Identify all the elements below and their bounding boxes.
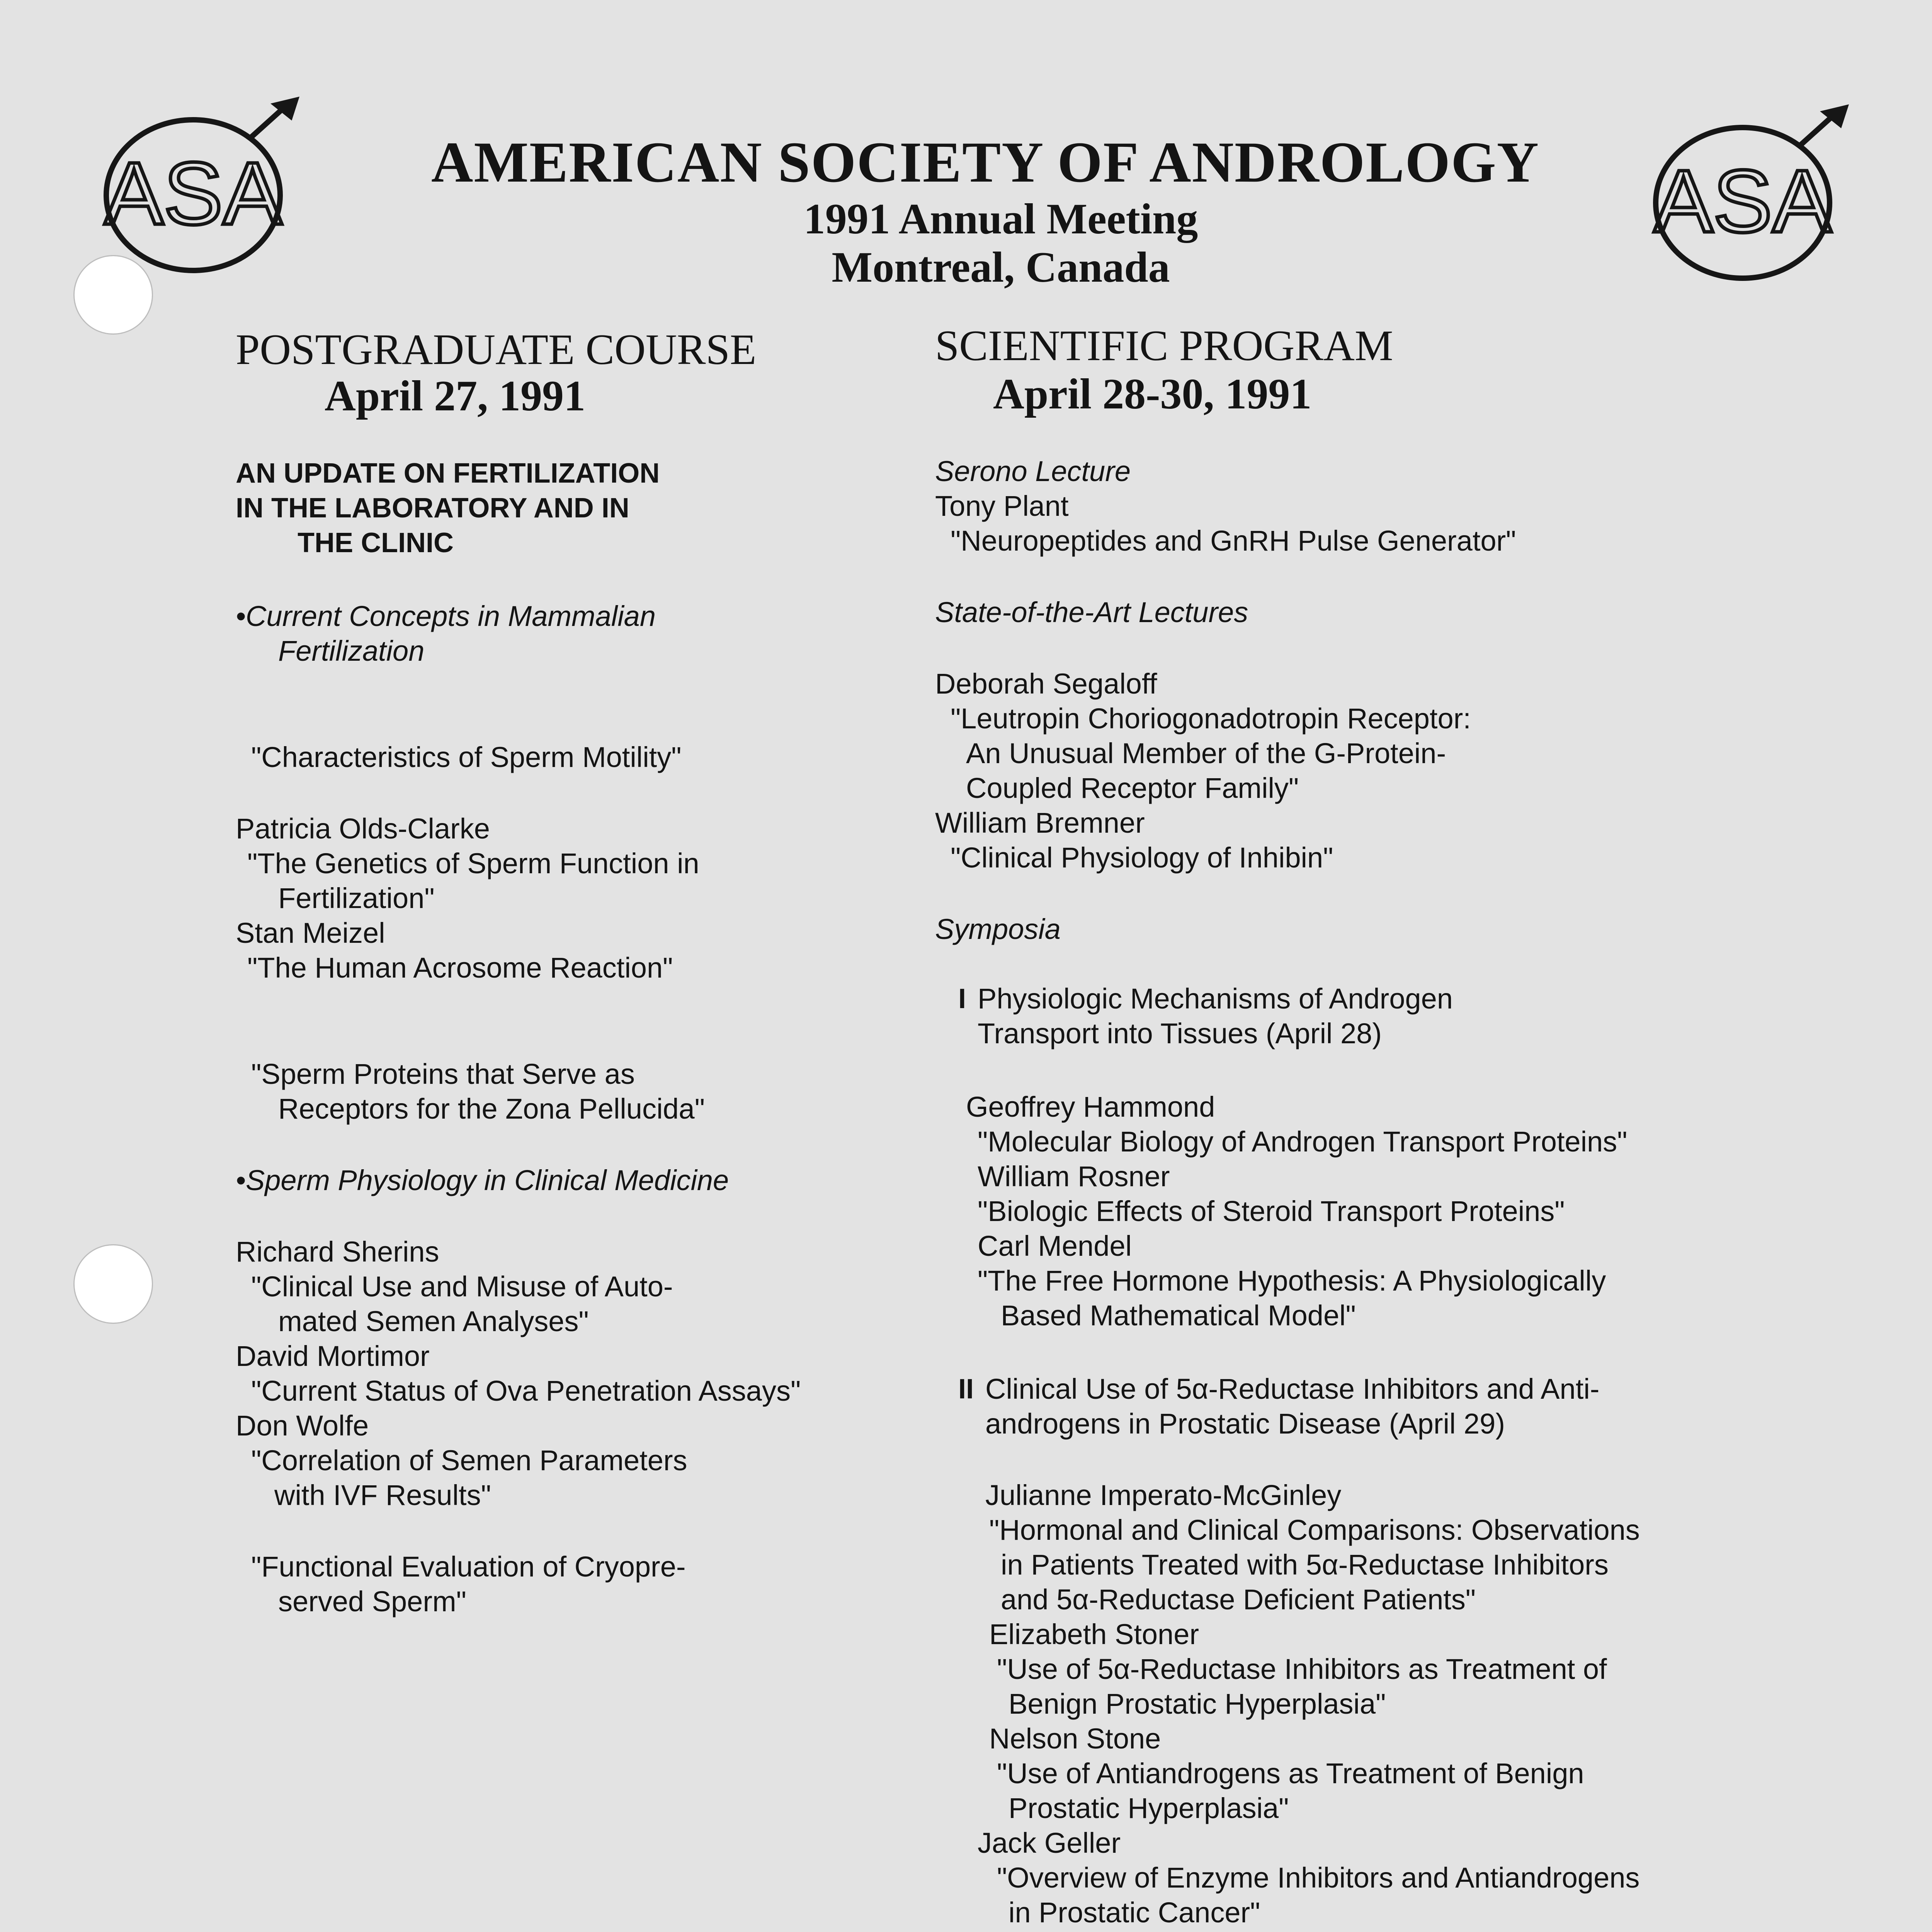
talk-plant: "Neuropeptides and GnRH Pulse Generator" bbox=[951, 525, 1516, 557]
talk-rosner: "Biologic Effects of Steroid Transport Proteins" bbox=[978, 1195, 1565, 1227]
talk-zona-pellucida: "Sperm Proteins that Serve as bbox=[251, 1058, 635, 1090]
speaker-geller: Jack Geller bbox=[978, 1827, 1121, 1859]
talk-wolfe-line2: with IVF Results" bbox=[274, 1479, 491, 1511]
symposium-1-title: Physiologic Mechanisms of Androgen bbox=[978, 983, 1453, 1015]
talk-cryopreserved-line2: served Sperm" bbox=[278, 1585, 466, 1617]
speaker-sherins: Richard Sherins bbox=[236, 1236, 439, 1268]
talk-olds-clarke: "The Genetics of Sperm Function in bbox=[247, 847, 699, 879]
postgrad-heading: POSTGRADUATE COURSE bbox=[236, 326, 757, 374]
speaker-hammond: Geoffrey Hammond bbox=[966, 1091, 1215, 1123]
speaker-imperato-mcginley: Julianne Imperato-McGinley bbox=[985, 1479, 1342, 1511]
talk-stone: "Use of Antiandrogens as Treatment of Benign bbox=[997, 1757, 1584, 1789]
speaker-olds-clarke: Patricia Olds-Clarke bbox=[236, 813, 490, 845]
talk-stoner: "Use of 5α-Reductase Inhibitors as Treatment of bbox=[997, 1653, 1607, 1685]
talk-mendel-line2: Based Mathematical Model" bbox=[1001, 1299, 1356, 1332]
talk-stoner-line2: Benign Prostatic Hyperplasia" bbox=[1009, 1688, 1386, 1720]
talk-segaloff: "Leutropin Choriogonadotropin Receptor: bbox=[951, 702, 1471, 735]
symposium-1-title-line2: Transport into Tissues (April 28) bbox=[978, 1017, 1382, 1049]
scientific-heading: SCIENTIFIC PROGRAM bbox=[935, 322, 1393, 370]
talk-segaloff-line3: Coupled Receptor Family" bbox=[966, 772, 1299, 804]
course-title-line1: AN UPDATE ON FERTILIZATION bbox=[236, 458, 660, 489]
speaker-mendel: Carl Mendel bbox=[978, 1230, 1132, 1262]
speaker-bremner: William Bremner bbox=[935, 807, 1145, 839]
speaker-segaloff: Deborah Segaloff bbox=[935, 668, 1157, 700]
talk-sherins: "Clinical Use and Misuse of Auto- bbox=[251, 1270, 673, 1303]
scientific-date: April 28-30, 1991 bbox=[993, 370, 1312, 418]
talk-cryopreserved: "Functional Evaluation of Cryopre- bbox=[251, 1551, 686, 1583]
sota-label: State-of-the-Art Lectures bbox=[935, 596, 1248, 628]
meeting-location: Montreal, Canada bbox=[832, 243, 1170, 291]
talk-sherins-line2: mated Semen Analyses" bbox=[278, 1305, 589, 1337]
speaker-stoner: Elizabeth Stoner bbox=[989, 1618, 1199, 1650]
talk-geller: "Overview of Enzyme Inhibitors and Antiandrogens bbox=[997, 1862, 1640, 1894]
serono-label: Serono Lecture bbox=[935, 455, 1131, 487]
talk-mortimor: "Current Status of Ova Penetration Assays" bbox=[251, 1375, 801, 1407]
speaker-mortimor: David Mortimor bbox=[236, 1340, 430, 1372]
talk-bremner: "Clinical Physiology of Inhibin" bbox=[951, 842, 1333, 874]
symposium-1-number: I bbox=[958, 983, 966, 1014]
symposium-2-title-line2: androgens in Prostatic Disease (April 29) bbox=[985, 1408, 1505, 1440]
society-title: AMERICAN SOCIETY OF ANDROLOGY bbox=[431, 130, 1539, 194]
speaker-meizel: Stan Meizel bbox=[236, 917, 385, 949]
talk-segaloff-line2: An Unusual Member of the G-Protein- bbox=[966, 737, 1446, 769]
symposium-2-title: Clinical Use of 5α-Reductase Inhibitors and Anti- bbox=[985, 1373, 1600, 1405]
symposium-2-number: II bbox=[958, 1374, 974, 1405]
talk-stone-line2: Prostatic Hyperplasia" bbox=[1009, 1792, 1289, 1824]
talk-imperato-mcginley-line2: in Patients Treated with 5α-Reductase Inhibitors bbox=[1001, 1549, 1609, 1581]
talk-imperato-mcginley: "Hormonal and Clinical Comparisons: Observations bbox=[989, 1514, 1640, 1546]
talk-sperm-motility: "Characteristics of Sperm Motility" bbox=[251, 741, 682, 773]
talk-wolfe: "Correlation of Semen Parameters bbox=[251, 1444, 687, 1476]
talk-olds-clarke-line2: Fertilization" bbox=[278, 882, 435, 914]
course-title-line3: THE CLINIC bbox=[298, 527, 454, 558]
talk-meizel: "The Human Acrosome Reaction" bbox=[247, 952, 673, 984]
speaker-rosner: William Rosner bbox=[978, 1160, 1170, 1192]
section-current-concepts: •Current Concepts in Mammalian bbox=[236, 600, 656, 632]
postgrad-date: April 27, 1991 bbox=[325, 372, 586, 420]
meeting-year: 1991 Annual Meeting bbox=[803, 195, 1198, 243]
talk-zona-pellucida-line2: Receptors for the Zona Pellucida" bbox=[278, 1093, 705, 1125]
punch-hole-middle bbox=[73, 1244, 153, 1324]
speaker-stone: Nelson Stone bbox=[989, 1723, 1161, 1755]
talk-hammond: "Molecular Biology of Androgen Transport Proteins" bbox=[978, 1126, 1628, 1158]
talk-mendel: "The Free Hormone Hypothesis: A Physiologically bbox=[978, 1265, 1606, 1297]
talk-imperato-mcginley-line3: and 5α-Reductase Deficient Patients" bbox=[1001, 1583, 1476, 1616]
section-sperm-physiology: •Sperm Physiology in Clinical Medicine bbox=[236, 1164, 729, 1196]
svg-text:ASA: ASA bbox=[104, 144, 282, 243]
symposia-label: Symposia bbox=[935, 913, 1061, 945]
svg-text:ASA: ASA bbox=[1653, 151, 1832, 251]
speaker-plant: Tony Plant bbox=[935, 490, 1069, 522]
course-title-line2: IN THE LABORATORY AND IN bbox=[236, 493, 629, 524]
talk-geller-line2: in Prostatic Cancer" bbox=[1009, 1896, 1260, 1929]
section-current-concepts-line2: Fertilization bbox=[278, 635, 425, 667]
speaker-wolfe: Don Wolfe bbox=[236, 1410, 369, 1442]
